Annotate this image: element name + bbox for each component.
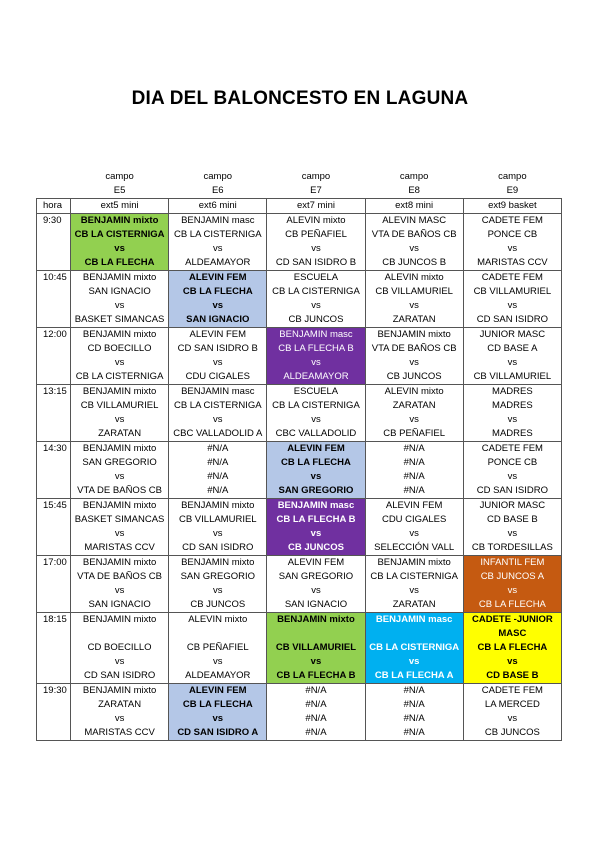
time-cell [37,712,71,726]
vs-label: vs [169,299,267,313]
home-team: SAN GREGORIO [169,570,267,584]
time-cell [37,456,71,470]
time-cell: 10:45 [37,271,71,286]
vs-label: vs [71,299,169,313]
time-cell: 15:45 [37,499,71,514]
vs-label: vs [71,655,169,669]
game-line [37,613,562,642]
home-team: CD BASE B [463,513,561,527]
vs-label: vs [365,356,463,370]
category-label: ESCUELA [267,271,365,286]
time-cell [37,228,71,242]
home-team: CDU CIGALES [365,513,463,527]
time-cell [37,242,71,256]
vs-label: vs [365,655,463,669]
category-label: #N/A [365,442,463,457]
field-code: E9 [506,185,519,196]
game-line [37,655,562,669]
vs-label: vs [463,527,561,541]
category-label: BENJAMIN masc [169,214,267,229]
home-team: SAN GREGORIO [267,570,365,584]
game-line [37,684,562,699]
home-team: CB VILLAMURIEL [169,513,267,527]
field-code: E5 [113,185,126,196]
away-team: CD SAN ISIDRO [463,484,561,499]
vs-label: vs [267,655,365,669]
vs-label: vs [169,712,267,726]
home-team: VTA DE BAÑOS CB [71,570,169,584]
game-line [37,413,562,427]
category-label: BENJAMIN mixto [71,328,169,343]
field-code: E7 [310,185,322,196]
away-team: MARISTAS CCV [463,256,561,271]
category-label: ALEVIN mixto [365,271,463,286]
vs-label: vs [267,356,365,370]
game-line [37,242,562,256]
category-label: ALEVIN FEM [365,499,463,514]
category-label: ALEVIN FEM [267,442,365,457]
time-cell: 13:15 [37,385,71,400]
time-cell [37,427,71,442]
vs-label: vs [463,470,561,484]
category-label: CADETE FEM [463,684,561,699]
home-team: CB LA CISTERNIGA [169,399,267,413]
category-label: ALEVIN FEM [169,684,267,699]
vs-label: vs [365,242,463,256]
category-label: BENJAMIN mixto [71,684,169,699]
game-line [37,342,562,356]
category-label: CADETE FEM [463,271,561,286]
vs-label: vs [463,655,561,669]
home-team: PONCE CB [463,228,561,242]
category-label: JUNIOR MASC [463,499,561,514]
schedule-table [36,170,562,741]
away-team: #N/A [365,484,463,499]
home-team: CB LA FLECHA [267,456,365,470]
away-team: CD SAN ISIDRO B [267,256,365,271]
time-cell [37,570,71,584]
category-label: ESCUELA [267,385,365,400]
vs-label: vs [267,470,365,484]
vs-label: vs [365,413,463,427]
home-team: CB LA CISTERNIGA [267,399,365,413]
away-team: CD SAN ISIDRO [71,669,169,684]
home-team: LA MERCED [463,698,561,712]
game-line [37,712,562,726]
game-line [37,527,562,541]
home-team: CD BASE A [463,342,561,356]
category-label: MADRES [463,385,561,400]
game-line [37,328,562,343]
home-team: VTA DE BAÑOS CB [365,342,463,356]
away-team: SAN IGNACIO [169,313,267,328]
game-line [37,285,562,299]
category-label: ALEVIN FEM [169,328,267,343]
category-label: #N/A [267,684,365,699]
category-label: BENJAMIN mixto [169,499,267,514]
category-label: ALEVIN FEM [169,271,267,286]
vs-label: vs [71,584,169,598]
category-label: BENJAMIN mixto [71,271,169,286]
category-label: BENJAMIN mixto [365,328,463,343]
game-line [37,541,562,556]
away-team: CB LA CISTERNIGA [71,370,169,385]
home-team: CB LA FLECHA [169,285,267,299]
home-team: CB LA CISTERNIGA [365,570,463,584]
home-team: SAN GREGORIO [71,456,169,470]
away-team: CB JUNCOS [365,370,463,385]
vs-label: vs [267,584,365,598]
category-label: BENJAMIN masc [365,613,463,642]
game-line [37,499,562,514]
category-label: BENJAMIN masc [267,499,365,514]
vs-label: vs [267,527,365,541]
vs-label: vs [463,712,561,726]
vs-label: vs [365,584,463,598]
time-cell [37,669,71,684]
game-line [37,698,562,712]
category-label: BENJAMIN mixto [365,556,463,571]
vs-label: vs [71,712,169,726]
category-label: BENJAMIN masc [267,328,365,343]
vs-label: vs [267,299,365,313]
home-team: CB VILLAMURIEL [365,285,463,299]
away-team: MARISTAS CCV [71,726,169,741]
game-line [37,228,562,242]
field-code-row [37,184,562,199]
category-label: BENJAMIN mixto [169,556,267,571]
vs-label: vs [365,527,463,541]
hora-header: hora [37,199,71,214]
home-team: CB VILLAMURIEL [71,399,169,413]
home-team: CB LA FLECHA [463,641,561,655]
time-cell [37,342,71,356]
time-cell [37,598,71,613]
campo-label: campo [203,171,233,182]
category-label: JUNIOR MASC [463,328,561,343]
ext-row [37,199,562,214]
away-team: ALDEAMAYOR [169,669,267,684]
time-cell [37,313,71,328]
ext-label: ext8 mini [365,199,463,214]
home-team: SAN IGNACIO [71,285,169,299]
away-team: #N/A [169,484,267,499]
home-team: CB PEÑAFIEL [267,228,365,242]
vs-label: vs [267,242,365,256]
ext-label: ext9 basket [463,199,561,214]
home-team: CB LA FLECHA B [267,513,365,527]
category-label: #N/A [169,442,267,457]
time-cell [37,484,71,499]
time-cell: 9:30 [37,214,71,229]
game-line [37,484,562,499]
home-team: ZARATAN [365,399,463,413]
away-team: CBC VALLADOLID [267,427,365,442]
category-label: BENJAMIN mixto [267,613,365,642]
away-team: CB PEÑAFIEL [365,427,463,442]
away-team: BASKET SIMANCAS [71,313,169,328]
away-team: CB LA FLECHA A [365,669,463,684]
time-cell: 18:15 [37,613,71,642]
vs-label: vs [463,299,561,313]
vs-label: #N/A [365,712,463,726]
away-team: MARISTAS CCV [71,541,169,556]
game-line [37,470,562,484]
game-line [37,214,562,229]
away-team: CB LA FLECHA [463,598,561,613]
time-cell [37,399,71,413]
vs-label: vs [71,527,169,541]
vs-label: #N/A [267,712,365,726]
time-cell [37,641,71,655]
game-line [37,456,562,470]
time-cell [37,527,71,541]
vs-label: vs [267,413,365,427]
away-team: ALDEAMAYOR [267,370,365,385]
home-team: CB VILLAMURIEL [267,641,365,655]
vs-label: vs [169,356,267,370]
away-team: SAN IGNACIO [71,598,169,613]
page-title: DIA DEL BALONCESTO EN LAGUNA [131,88,469,109]
time-cell [37,513,71,527]
home-team: CD BOECILLO [71,342,169,356]
away-team: #N/A [267,726,365,741]
category-label: ALEVIN mixto [267,214,365,229]
field-code: E6 [211,185,224,196]
away-team: MADRES [463,427,561,442]
time-cell [37,470,71,484]
vs-label: vs [71,242,169,256]
game-line [37,399,562,413]
category-label: INFANTIL FEM [463,556,561,571]
game-line [37,570,562,584]
campo-label: campo [301,171,331,182]
time-cell [37,584,71,598]
away-team: CB LA FLECHA B [267,669,365,684]
category-label: CADETE FEM [463,442,561,457]
vs-label: #N/A [169,470,267,484]
header-empty [37,170,71,184]
away-team: CB JUNCOS [169,598,267,613]
time-cell [37,256,71,271]
away-team: CB TORDESILLAS [463,541,561,556]
game-line [37,427,562,442]
time-cell [37,356,71,370]
away-team: CB JUNCOS [267,541,365,556]
away-team: ZARATAN [365,598,463,613]
away-team: CB JUNCOS [463,726,561,741]
ext-label: ext5 mini [71,199,169,214]
category-label: CADETE -JUNIOR MASC [463,613,561,642]
category-label: BENJAMIN mixto [71,556,169,571]
vs-label: vs [463,584,561,598]
home-team: CB LA CISTERNIGA [365,641,463,655]
away-team: ALDEAMAYOR [169,256,267,271]
home-team: CB LA CISTERNIGA [267,285,365,299]
time-cell: 19:30 [37,684,71,699]
game-line [37,356,562,370]
category-label: #N/A [365,684,463,699]
vs-label: vs [169,413,267,427]
vs-label: vs [365,299,463,313]
away-team: CB LA FLECHA [71,256,169,271]
vs-label: vs [463,413,561,427]
ext-label: ext6 mini [169,199,267,214]
away-team: CB JUNCOS B [365,256,463,271]
home-team: CD SAN ISIDRO B [169,342,267,356]
vs-label: vs [71,356,169,370]
away-team: CBC VALLADOLID A [169,427,267,442]
header-empty [37,184,71,199]
time-cell [37,655,71,669]
home-team: CB LA FLECHA B [267,342,365,356]
game-line [37,669,562,684]
away-team: CDU CIGALES [169,370,267,385]
away-team: ZARATAN [71,427,169,442]
time-cell [37,285,71,299]
away-team: CD SAN ISIDRO [169,541,267,556]
away-team: #N/A [365,726,463,741]
away-team: CB VILLAMURIEL [463,370,561,385]
vs-label: vs [463,242,561,256]
field-code: E8 [408,185,420,196]
home-team: CB LA CISTERNIGA [71,228,169,242]
time-cell [37,726,71,741]
game-line [37,598,562,613]
campo-label: campo [498,171,527,182]
game-line [37,641,562,655]
ext-label: ext7 mini [267,199,365,214]
time-cell [37,541,71,556]
game-line [37,442,562,457]
away-team: VTA DE BAÑOS CB [71,484,169,499]
category-label: ALEVIN MASC [365,214,463,229]
time-cell [37,370,71,385]
game-line [37,313,562,328]
vs-label: vs [463,356,561,370]
time-cell: 14:30 [37,442,71,457]
away-team: CD SAN ISIDRO A [169,726,267,741]
category-label: BENJAMIN mixto [71,385,169,400]
campo-label: campo [105,171,134,182]
vs-label: vs [169,584,267,598]
away-team: CD BASE B [463,669,561,684]
campo-label: campo [399,171,429,182]
home-team: ZARATAN [71,698,169,712]
vs-label: vs [169,527,267,541]
game-line [37,271,562,286]
game-line [37,256,562,271]
away-team: SAN IGNACIO [267,598,365,613]
game-line [37,726,562,741]
game-line [37,584,562,598]
category-label: CADETE FEM [463,214,561,229]
away-team: SAN GREGORIO [267,484,365,499]
away-team: SELECCIÓN VALL [365,541,463,556]
home-team: #N/A [267,698,365,712]
away-team: ZARATAN [365,313,463,328]
home-team: CB PEÑAFIEL [169,641,267,655]
vs-label: vs [71,413,169,427]
home-team: CB JUNCOS A [463,570,561,584]
home-team: #N/A [365,698,463,712]
vs-label: vs [169,655,267,669]
home-team: CB LA CISTERNIGA [169,228,267,242]
away-team: CB JUNCOS [267,313,365,328]
away-team: CD SAN ISIDRO [463,313,561,328]
game-line [37,385,562,400]
game-line [37,370,562,385]
game-line [37,299,562,313]
category-label: BENJAMIN mixto [71,613,169,642]
home-team: #N/A [365,456,463,470]
time-cell: 12:00 [37,328,71,343]
category-label: ALEVIN mixto [365,385,463,400]
category-label: BENJAMIN mixto [71,499,169,514]
category-label: ALEVIN mixto [169,613,267,642]
campo-label-row [37,170,562,184]
game-line [37,513,562,527]
vs-label: #N/A [365,470,463,484]
vs-label: vs [71,470,169,484]
time-cell [37,698,71,712]
category-label: BENJAMIN mixto [71,214,169,229]
time-cell: 17:00 [37,556,71,571]
home-team: BASKET SIMANCAS [71,513,169,527]
home-team: CD BOECILLO [71,641,169,655]
home-team: MADRES [463,399,561,413]
home-team: CB VILLAMURIEL [463,285,561,299]
time-cell [37,299,71,313]
category-label: ALEVIN FEM [267,556,365,571]
home-team: #N/A [169,456,267,470]
vs-label: vs [169,242,267,256]
home-team: PONCE CB [463,456,561,470]
game-line [37,556,562,571]
home-team: VTA DE BAÑOS CB [365,228,463,242]
home-team: CB LA FLECHA [169,698,267,712]
time-cell [37,413,71,427]
category-label: BENJAMIN mixto [71,442,169,457]
category-label: BENJAMIN masc [169,385,267,400]
